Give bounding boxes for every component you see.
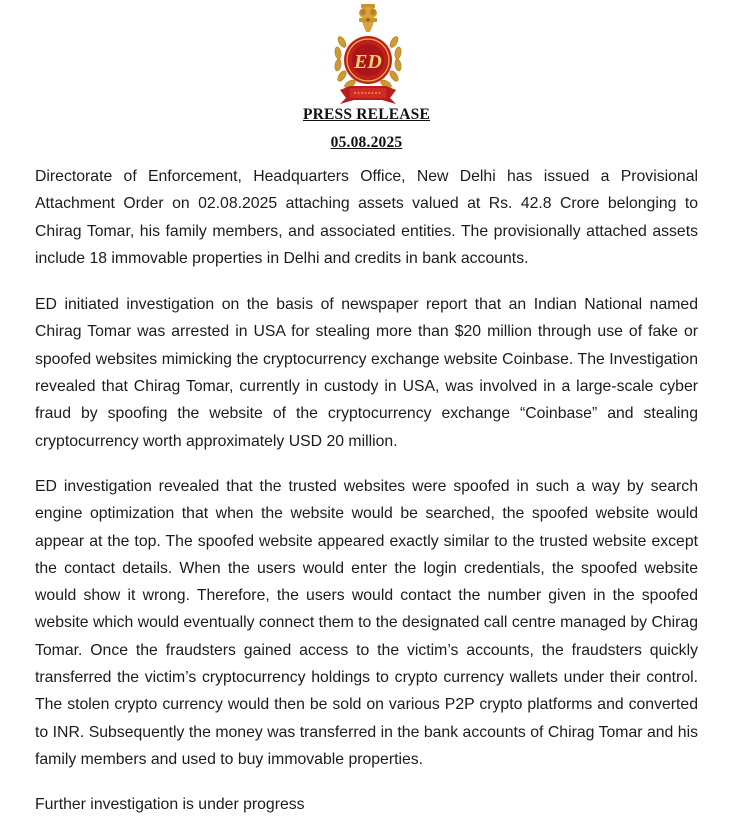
- ribbon-icon: [340, 86, 396, 104]
- paragraph-further-investigation: Further investigation is under progress: [35, 796, 305, 814]
- lion-capital-icon: [359, 4, 377, 32]
- press-release-title: PRESS RELEASE: [302, 106, 431, 123]
- paragraph-modus-operandi: ED investigation revealed that the trusted websites were spoofed in such a way by search engine optimization that when the website would be searched, the spoofed website would appear at the top. The spoofed website appeared exactly similar to the trusted website except the contact details. When the users would enter the login credentials, the spoofed website would show it wrong. Therefore, the users would contact the number given in the spoofed website which would eventually connect them to the designated call centre managed by Chirag Tomar. Once the fraudsters gained access to the victim’s accounts, the fraudsters quickly transferred the victim’s cryptocurrency holdings to crypto currency wallets under their control. The stolen crypto currency would then be sold on various P2P crypto platforms and converted to INR. Subsequently the money was transferred in the bank accounts of Chirag Tomar and his family members and used to buy immovable properties.: [35, 477, 698, 768]
- paragraph-attachment-order: Directorate of Enforcement, Headquarters Office, New Delhi has issued a Provisional Attachment Order on 02.08.2025 attaching assets valued at Rs. 42.8 Crore belonging to Chirag Tomar, his family members, and associated entities. The provisionally attached assets include 18 immovable properties in Delhi and credits in bank accounts.: [35, 168, 698, 267]
- emblem-monogram: ED: [354, 51, 382, 73]
- press-release-body: [35, 163, 698, 819]
- seal-icon: [344, 36, 392, 84]
- paragraph-investigation-basis: ED initiated investigation on the basis of newspaper report that an Indian National named Chirag Tomar was arrested in USA for stealing more than $20 million through use of fake or spoofed websites mimicking the cryptocurrency exchange website Coinbase. The Investigation revealed that Chirag Tomar, currently in custody in USA, was involved in a large-scale cyber fraud by spoofing the website of the cryptocurrency exchange “Coinbase” and stealing cryptocurrency worth approximately USD 20 million.: [35, 296, 698, 450]
- enforcement-directorate-emblem: [330, 2, 406, 108]
- press-release-date: 05.08.2025: [330, 134, 403, 151]
